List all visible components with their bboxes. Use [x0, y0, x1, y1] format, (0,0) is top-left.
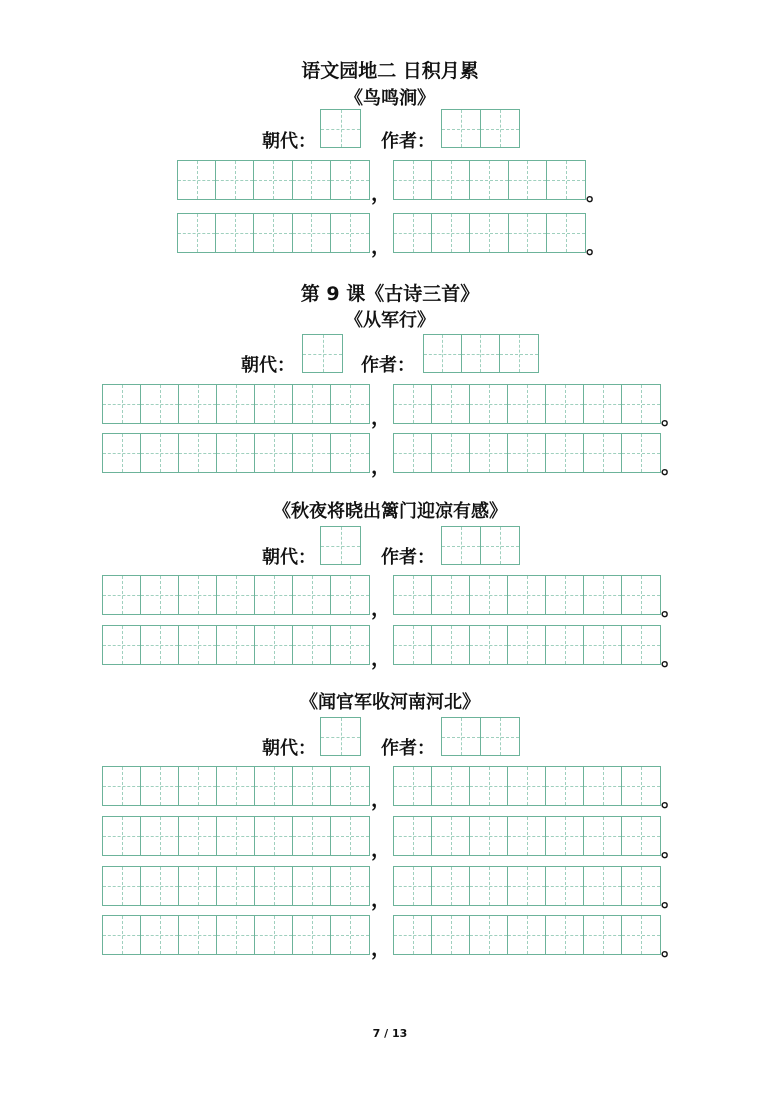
tianzige-cell[interactable]: [546, 576, 584, 614]
tianzige-cell[interactable]: [584, 434, 622, 472]
tianzige-cell[interactable]: [255, 817, 293, 855]
tianzige-cell[interactable]: [179, 867, 217, 905]
poem-line-grid[interactable]: [393, 213, 586, 253]
tianzige-cell[interactable]: [432, 767, 470, 805]
tianzige-cell[interactable]: [509, 214, 547, 252]
tianzige-cell[interactable]: [179, 767, 217, 805]
tianzige-cell[interactable]: [547, 161, 585, 199]
poem-line-grid[interactable]: [393, 816, 661, 856]
tianzige-cell[interactable]: [394, 161, 432, 199]
tianzige-cell[interactable]: [394, 916, 432, 954]
tianzige-cell[interactable]: [141, 817, 179, 855]
tianzige-cell[interactable]: [470, 867, 508, 905]
tianzige-cell[interactable]: [481, 110, 520, 147]
poem-line-grid[interactable]: [102, 384, 370, 424]
comma-mark: ，: [371, 405, 391, 429]
page-number: 7 / 13: [372, 1027, 408, 1040]
tianzige-cell[interactable]: [470, 576, 508, 614]
tianzige-cell[interactable]: [141, 767, 179, 805]
poem-line-grid[interactable]: [393, 433, 661, 473]
comma-mark: ，: [371, 787, 391, 811]
poem-line-grid[interactable]: [393, 384, 661, 424]
tianzige-cell[interactable]: [546, 867, 584, 905]
tianzige-cell[interactable]: [442, 110, 481, 147]
tianzige-cell[interactable]: [141, 385, 179, 423]
period-mark: 。: [661, 596, 681, 620]
tianzige-cell[interactable]: [141, 867, 179, 905]
poem-line-grid[interactable]: [393, 160, 586, 200]
tianzige-cell[interactable]: [442, 718, 481, 755]
section-heading-lesson9: 第 9 课《古诗三首》: [300, 283, 480, 305]
poem-line-grid[interactable]: [393, 866, 661, 906]
tianzige-cell[interactable]: [584, 576, 622, 614]
dynasty-answer-grid[interactable]: [320, 109, 361, 148]
tianzige-cell[interactable]: [546, 385, 584, 423]
tianzige-cell[interactable]: [622, 817, 660, 855]
tianzige-cell[interactable]: [331, 817, 369, 855]
tianzige-cell[interactable]: [508, 385, 546, 423]
tianzige-cell[interactable]: [217, 434, 255, 472]
tianzige-cell[interactable]: [255, 434, 293, 472]
author-label: 作者：: [361, 355, 415, 376]
tianzige-cell[interactable]: [462, 335, 500, 372]
tianzige-cell[interactable]: [293, 767, 331, 805]
tianzige-cell[interactable]: [293, 916, 331, 954]
poem-line-grid[interactable]: [177, 213, 370, 253]
tianzige-cell[interactable]: [394, 434, 432, 472]
tianzige-cell[interactable]: [546, 817, 584, 855]
tianzige-cell[interactable]: [293, 867, 331, 905]
period-mark: 。: [586, 234, 606, 258]
tianzige-cell[interactable]: [178, 161, 216, 199]
tianzige-cell[interactable]: [470, 817, 508, 855]
tianzige-cell[interactable]: [179, 576, 217, 614]
tianzige-cell[interactable]: [255, 867, 293, 905]
comma-mark: ，: [371, 936, 391, 960]
comma-mark: ，: [371, 454, 391, 478]
tianzige-cell[interactable]: [331, 576, 369, 614]
tianzige-cell[interactable]: [103, 626, 141, 664]
tianzige-cell[interactable]: [432, 385, 470, 423]
comma-mark: ，: [371, 234, 391, 258]
comma-mark: ，: [371, 887, 391, 911]
tianzige-cell[interactable]: [331, 214, 369, 252]
tianzige-cell[interactable]: [546, 916, 584, 954]
tianzige-cell[interactable]: [331, 916, 369, 954]
tianzige-cell[interactable]: [432, 434, 470, 472]
tianzige-cell[interactable]: [103, 385, 141, 423]
tianzige-cell[interactable]: [321, 110, 360, 147]
tianzige-cell[interactable]: [179, 434, 217, 472]
tianzige-cell[interactable]: [103, 767, 141, 805]
tianzige-cell[interactable]: [508, 867, 546, 905]
tianzige-cell[interactable]: [331, 161, 369, 199]
tianzige-cell[interactable]: [584, 817, 622, 855]
tianzige-cell[interactable]: [424, 335, 462, 372]
poem-line-grid[interactable]: [102, 866, 370, 906]
tianzige-cell[interactable]: [622, 626, 660, 664]
tianzige-cell[interactable]: [622, 576, 660, 614]
poem-title-qiuye: 《秋夜将晓出篱门迎凉有感》: [273, 501, 507, 522]
tianzige-cell[interactable]: [178, 214, 216, 252]
tianzige-cell[interactable]: [293, 626, 331, 664]
author-label: 作者：: [381, 547, 435, 568]
tianzige-cell[interactable]: [394, 214, 432, 252]
tianzige-cell[interactable]: [470, 161, 508, 199]
tianzige-cell[interactable]: [321, 718, 360, 755]
tianzige-cell[interactable]: [470, 214, 508, 252]
author-label: 作者：: [381, 131, 435, 152]
author-answer-grid[interactable]: [441, 526, 520, 565]
section-heading-rijiyuelei: 语文园地二 日积月累: [301, 60, 479, 82]
poem-line-grid[interactable]: [177, 160, 370, 200]
tianzige-cell[interactable]: [254, 214, 292, 252]
dynasty-answer-grid[interactable]: [320, 717, 361, 756]
tianzige-cell[interactable]: [470, 767, 508, 805]
tianzige-cell[interactable]: [442, 527, 481, 564]
tianzige-cell[interactable]: [293, 161, 331, 199]
tianzige-cell[interactable]: [216, 161, 254, 199]
tianzige-cell[interactable]: [255, 767, 293, 805]
period-mark: 。: [661, 837, 681, 861]
tianzige-cell[interactable]: [217, 817, 255, 855]
dynasty-answer-grid[interactable]: [302, 334, 343, 373]
tianzige-cell[interactable]: [255, 626, 293, 664]
tianzige-cell[interactable]: [255, 385, 293, 423]
tianzige-cell[interactable]: [470, 385, 508, 423]
tianzige-cell[interactable]: [254, 161, 292, 199]
tianzige-cell[interactable]: [432, 214, 470, 252]
tianzige-cell[interactable]: [141, 916, 179, 954]
poem-line-grid[interactable]: [102, 766, 370, 806]
tianzige-cell[interactable]: [500, 335, 538, 372]
period-mark: 。: [661, 405, 681, 429]
tianzige-cell[interactable]: [293, 385, 331, 423]
tianzige-cell[interactable]: [481, 527, 520, 564]
tianzige-cell[interactable]: [217, 916, 255, 954]
period-mark: 。: [586, 181, 606, 205]
poem-line-grid[interactable]: [102, 433, 370, 473]
tianzige-cell[interactable]: [622, 916, 660, 954]
period-mark: 。: [661, 454, 681, 478]
comma-mark: ，: [371, 596, 391, 620]
tianzige-cell[interactable]: [217, 867, 255, 905]
poem-line-grid[interactable]: [393, 575, 661, 615]
comma-mark: ，: [371, 646, 391, 670]
tianzige-cell[interactable]: [103, 867, 141, 905]
tianzige-cell[interactable]: [432, 576, 470, 614]
tianzige-cell[interactable]: [217, 576, 255, 614]
comma-mark: ，: [371, 181, 391, 205]
tianzige-cell[interactable]: [394, 767, 432, 805]
tianzige-cell[interactable]: [584, 385, 622, 423]
tianzige-cell[interactable]: [394, 385, 432, 423]
period-mark: 。: [661, 646, 681, 670]
tianzige-cell[interactable]: [470, 916, 508, 954]
tianzige-cell[interactable]: [546, 626, 584, 664]
tianzige-cell[interactable]: [622, 385, 660, 423]
tianzige-cell[interactable]: [508, 916, 546, 954]
tianzige-cell[interactable]: [255, 576, 293, 614]
tianzige-cell[interactable]: [394, 867, 432, 905]
poem-line-grid[interactable]: [102, 625, 370, 665]
tianzige-cell[interactable]: [508, 576, 546, 614]
tianzige-cell[interactable]: [293, 214, 331, 252]
tianzige-cell[interactable]: [103, 576, 141, 614]
tianzige-cell[interactable]: [547, 214, 585, 252]
author-label: 作者：: [381, 738, 435, 759]
tianzige-cell[interactable]: [216, 214, 254, 252]
tianzige-cell[interactable]: [303, 335, 342, 372]
author-answer-grid[interactable]: [441, 109, 520, 148]
tianzige-cell[interactable]: [331, 626, 369, 664]
tianzige-cell[interactable]: [584, 867, 622, 905]
author-answer-grid[interactable]: [441, 717, 520, 756]
poem-title-wenguanjun: 《闻官军收河南河北》: [300, 692, 480, 713]
author-answer-grid[interactable]: [423, 334, 539, 373]
tianzige-cell[interactable]: [584, 626, 622, 664]
tianzige-cell[interactable]: [331, 767, 369, 805]
tianzige-cell[interactable]: [331, 867, 369, 905]
poem-line-grid[interactable]: [393, 766, 661, 806]
tianzige-cell[interactable]: [293, 576, 331, 614]
tianzige-cell[interactable]: [508, 817, 546, 855]
tianzige-cell[interactable]: [546, 767, 584, 805]
tianzige-cell[interactable]: [509, 161, 547, 199]
period-mark: 。: [661, 887, 681, 911]
tianzige-cell[interactable]: [546, 434, 584, 472]
tianzige-cell[interactable]: [321, 527, 360, 564]
tianzige-cell[interactable]: [179, 626, 217, 664]
tianzige-cell[interactable]: [394, 576, 432, 614]
tianzige-cell[interactable]: [584, 916, 622, 954]
dynasty-answer-grid[interactable]: [320, 526, 361, 565]
tianzige-cell[interactable]: [141, 626, 179, 664]
poem-title-niaomingjian: 《鸟鸣涧》: [345, 88, 435, 109]
tianzige-cell[interactable]: [179, 916, 217, 954]
tianzige-cell[interactable]: [103, 817, 141, 855]
tianzige-cell[interactable]: [470, 626, 508, 664]
period-mark: 。: [661, 936, 681, 960]
tianzige-cell[interactable]: [255, 916, 293, 954]
comma-mark: ，: [371, 837, 391, 861]
tianzige-cell[interactable]: [217, 385, 255, 423]
poem-line-grid[interactable]: [393, 625, 661, 665]
tianzige-cell[interactable]: [394, 626, 432, 664]
tianzige-cell[interactable]: [508, 434, 546, 472]
tianzige-cell[interactable]: [331, 434, 369, 472]
tianzige-cell[interactable]: [179, 385, 217, 423]
tianzige-cell[interactable]: [432, 916, 470, 954]
tianzige-cell[interactable]: [508, 767, 546, 805]
tianzige-cell[interactable]: [217, 767, 255, 805]
dynasty-label: 朝代：: [262, 738, 316, 759]
tianzige-cell[interactable]: [331, 385, 369, 423]
tianzige-cell[interactable]: [508, 626, 546, 664]
poem-line-grid[interactable]: [102, 575, 370, 615]
tianzige-cell[interactable]: [622, 767, 660, 805]
tianzige-cell[interactable]: [217, 626, 255, 664]
tianzige-cell[interactable]: [481, 718, 520, 755]
dynasty-label: 朝代：: [262, 131, 316, 152]
tianzige-cell[interactable]: [432, 161, 470, 199]
poem-title-congjunxing: 《从军行》: [345, 310, 435, 331]
period-mark: 。: [661, 787, 681, 811]
tianzige-cell[interactable]: [432, 817, 470, 855]
tianzige-cell[interactable]: [103, 434, 141, 472]
poem-line-grid[interactable]: [102, 816, 370, 856]
tianzige-cell[interactable]: [622, 434, 660, 472]
tianzige-cell[interactable]: [470, 434, 508, 472]
tianzige-cell[interactable]: [141, 576, 179, 614]
tianzige-cell[interactable]: [293, 817, 331, 855]
tianzige-cell[interactable]: [141, 434, 179, 472]
tianzige-cell[interactable]: [103, 916, 141, 954]
tianzige-cell[interactable]: [432, 867, 470, 905]
tianzige-cell[interactable]: [394, 817, 432, 855]
dynasty-label: 朝代：: [241, 355, 295, 376]
tianzige-cell[interactable]: [432, 626, 470, 664]
tianzige-cell[interactable]: [584, 767, 622, 805]
tianzige-cell[interactable]: [622, 867, 660, 905]
dynasty-label: 朝代：: [262, 547, 316, 568]
tianzige-cell[interactable]: [293, 434, 331, 472]
poem-line-grid[interactable]: [102, 915, 370, 955]
tianzige-cell[interactable]: [179, 817, 217, 855]
poem-line-grid[interactable]: [393, 915, 661, 955]
